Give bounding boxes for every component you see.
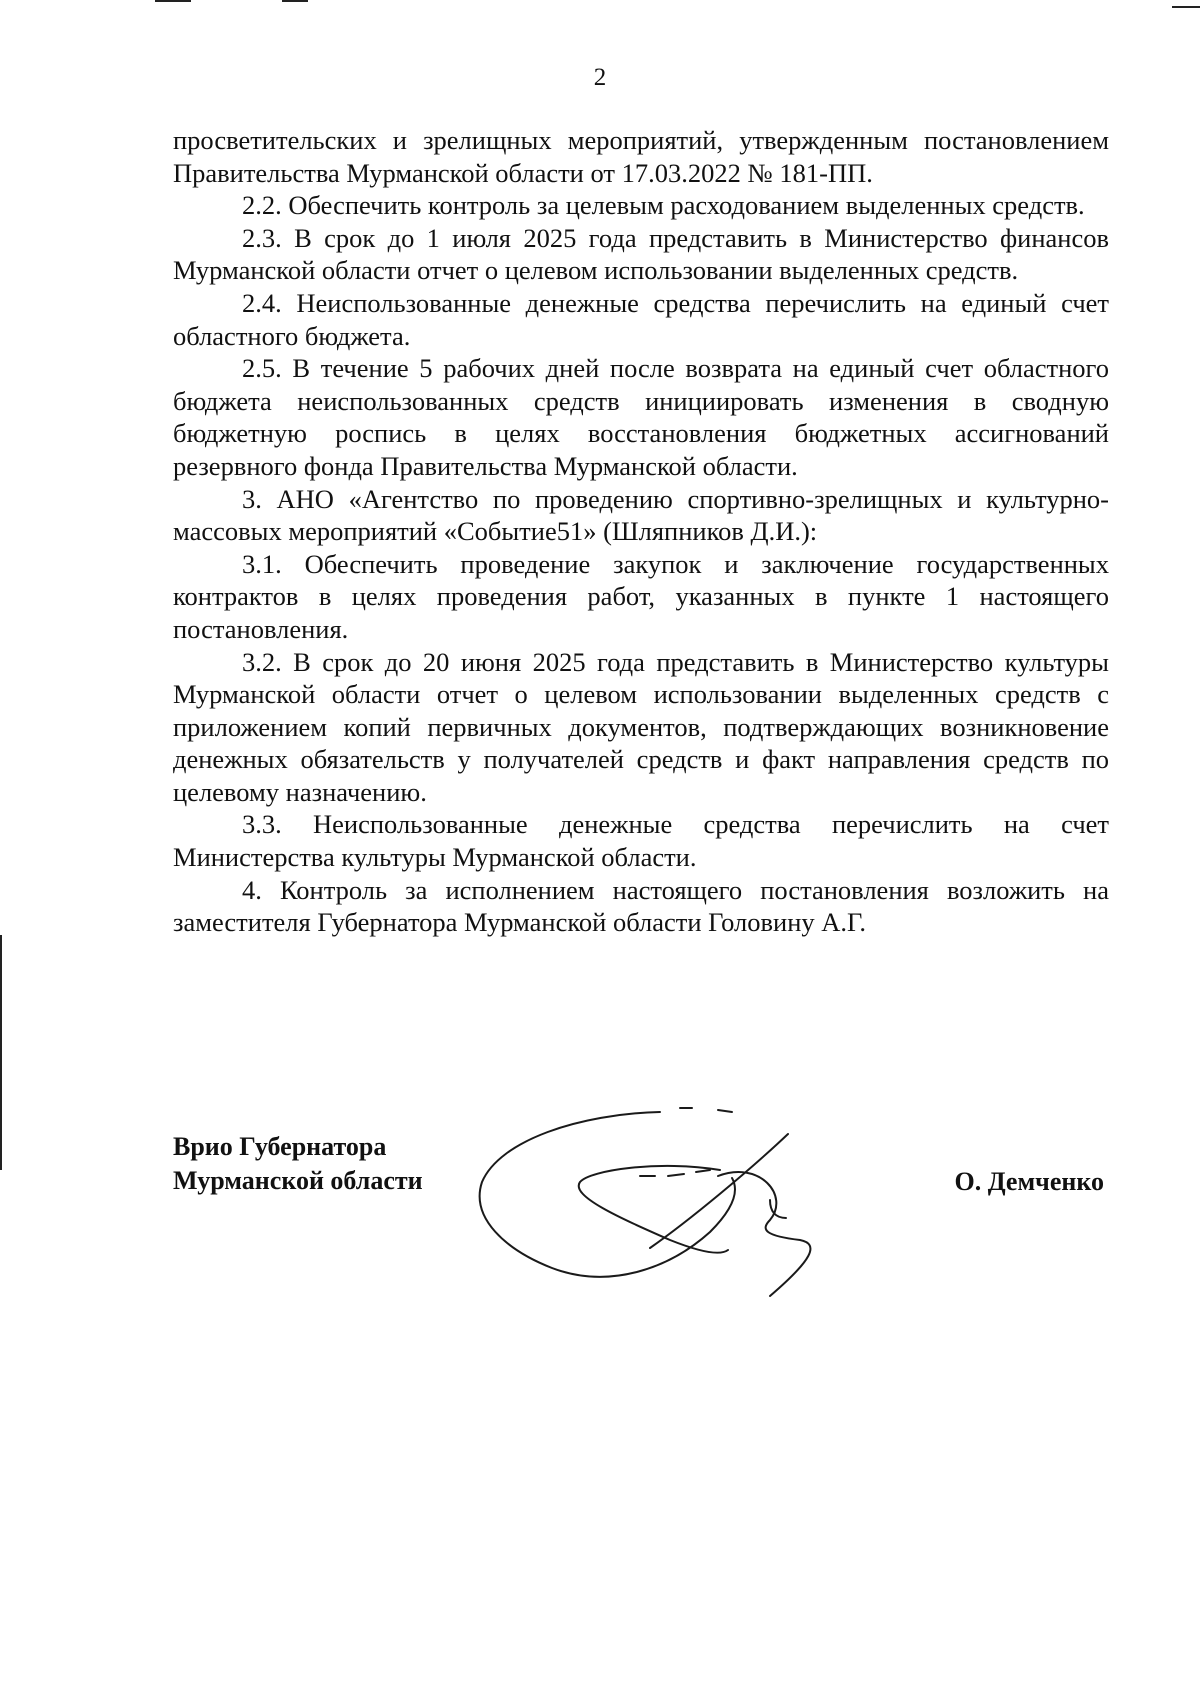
paragraph: 2.2. Обеспечить контроль за целевым расходованием выделенных средств.: [242, 190, 1085, 221]
paragraph: 2.4. Неиспользованные денежные средства перечислить на единый счет областного бюджета.: [173, 287, 1109, 351]
paragraph: 2.3. В срок до 1 июля 2025 года представить в Министерство финансов Мурманской области отчет о целевом использовании выделенных средств.: [173, 222, 1109, 286]
signatory-title: [173, 1130, 423, 1198]
scan-mark-top-right: [1172, 6, 1200, 8]
signatory-title-line: Мурманской области: [173, 1166, 423, 1195]
document-body: [173, 124, 1109, 939]
paragraph: 3.1. Обеспечить проведение закупок и заключение государственных контрактов в целях проведения работ, указанных в пункте 1 настоящего постановления.: [173, 548, 1109, 644]
paragraph: 3. АНО «Агентство по проведению спортивно-зрелищных и культурно-массовых мероприятий «Событие51» (Шляпников Д.И.):: [173, 483, 1109, 547]
page-number: 2: [593, 64, 607, 91]
paragraph: 3.2. В срок до 20 июня 2025 года представить в Министерство культуры Мурманской области отчет о целевом использовании выделенных средств с приложением копий первичных документов, подтверждающих возникновение денежных обязательств у получателей средств и факт направления средств по целевому назначению.: [173, 646, 1109, 807]
signatory-name: О. Демченко: [954, 1167, 1104, 1196]
paragraph: 3.3. Неиспользованные денежные средства перечислить на счет Министерства культуры Мурманской области.: [173, 809, 1109, 873]
paragraph: просветительских и зрелищных мероприятий, утвержденным постановлением Правительства Мурманской области от 17.03.2022 № 181-ПП.: [173, 125, 1109, 188]
paragraph: 4. Контроль за исполнением настоящего постановления возложить на заместителя Губернатора Мурманской области Головину А.Г.: [173, 874, 1109, 938]
scan-mark-left-edge: [0, 935, 2, 1170]
handwritten-signature: [470, 1100, 890, 1300]
scan-mark-top-left: [155, 0, 191, 2]
signatory-title-line: Врио Губернатора: [173, 1132, 387, 1161]
paragraph: 2.5. В течение 5 рабочих дней после возврата на единый счет областного бюджета неиспользованных средств инициировать изменения в сводную бюджетную роспись в целях восстановления бюджетных ассигнований резервного фонда Правительства Мурманской области.: [173, 353, 1109, 481]
scan-mark-top-center: [282, 0, 308, 2]
